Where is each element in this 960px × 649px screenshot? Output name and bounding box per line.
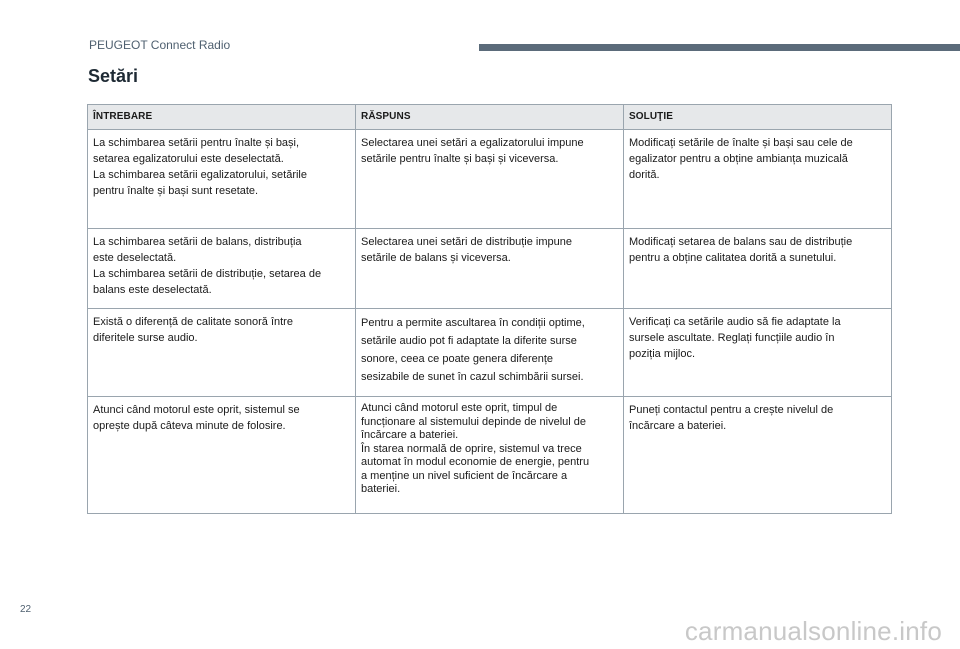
table-row	[88, 130, 892, 229]
header-accent-bar	[479, 44, 960, 51]
solution-cell: Modificați setările de înalte și bași sau cele de egalizator pentru a obține ambianța muzicală dorită.	[624, 130, 892, 229]
table-row	[88, 309, 892, 397]
answer-cell: Selectarea unei setări a egalizatorului impune setările pentru înalte și bași și viceversa.	[356, 130, 624, 229]
question-cell: La schimbarea setării pentru înalte și bași, setarea egalizatorului este deselectată. La schimbarea setării egalizatorului, setările pentru înalte și bași sunt resetate.	[88, 130, 356, 229]
page-number: 22	[20, 604, 32, 615]
question-cell: Atunci când motorul este oprit, sistemul se oprește după câteva minute de folosire.	[88, 397, 356, 514]
question-cell: La schimbarea setării de balans, distribuția este deselectată. La schimbarea setării de distribuție, setarea de balans este deselectată.	[88, 229, 356, 309]
table-row	[88, 397, 892, 514]
question-cell: Există o diferență de calitate sonoră între diferitele surse audio.	[88, 309, 356, 397]
manual-header-title: PEUGEOT Connect Radio	[89, 38, 231, 52]
answer-cell: Selectarea unei setări de distribuție impune setările de balans și viceversa.	[356, 229, 624, 309]
solution-cell: Verificați ca setările audio să fie adaptate la sursele ascultate. Reglați funcțiile audio în poziția mijloc.	[624, 309, 892, 397]
solution-cell: Modificați setarea de balans sau de distribuție pentru a obține calitatea dorită a sunetului.	[624, 229, 892, 309]
table-header-row	[88, 105, 892, 130]
column-header-answer: RĂSPUNS	[356, 105, 624, 130]
solution-cell: Puneți contactul pentru a crește nivelul de încărcare a bateriei.	[624, 397, 892, 514]
answer-cell: Atunci când motorul este oprit, timpul de funcționare al sistemului depinde de nivelul de încărcare a bateriei. În starea normală de oprire, sistemul va trece automat în modul economie de energie, pentru a menține un nivel suficient de încărcare a bateriei.	[356, 397, 624, 514]
column-header-question: ÎNTREBARE	[88, 105, 356, 130]
section-title: Setări	[88, 66, 139, 86]
watermark-text: carmanualsonline.info	[684, 616, 942, 646]
table-row	[88, 229, 892, 309]
answer-cell: Pentru a permite ascultarea în condiții optime, setările audio pot fi adaptate la diferite surse sonore, ceea ce poate genera diferențe sesizabile de sunet în cazul schimbării sursei.	[356, 309, 624, 397]
faq-table	[87, 104, 892, 514]
column-header-solution: SOLUŢIE	[624, 105, 892, 130]
